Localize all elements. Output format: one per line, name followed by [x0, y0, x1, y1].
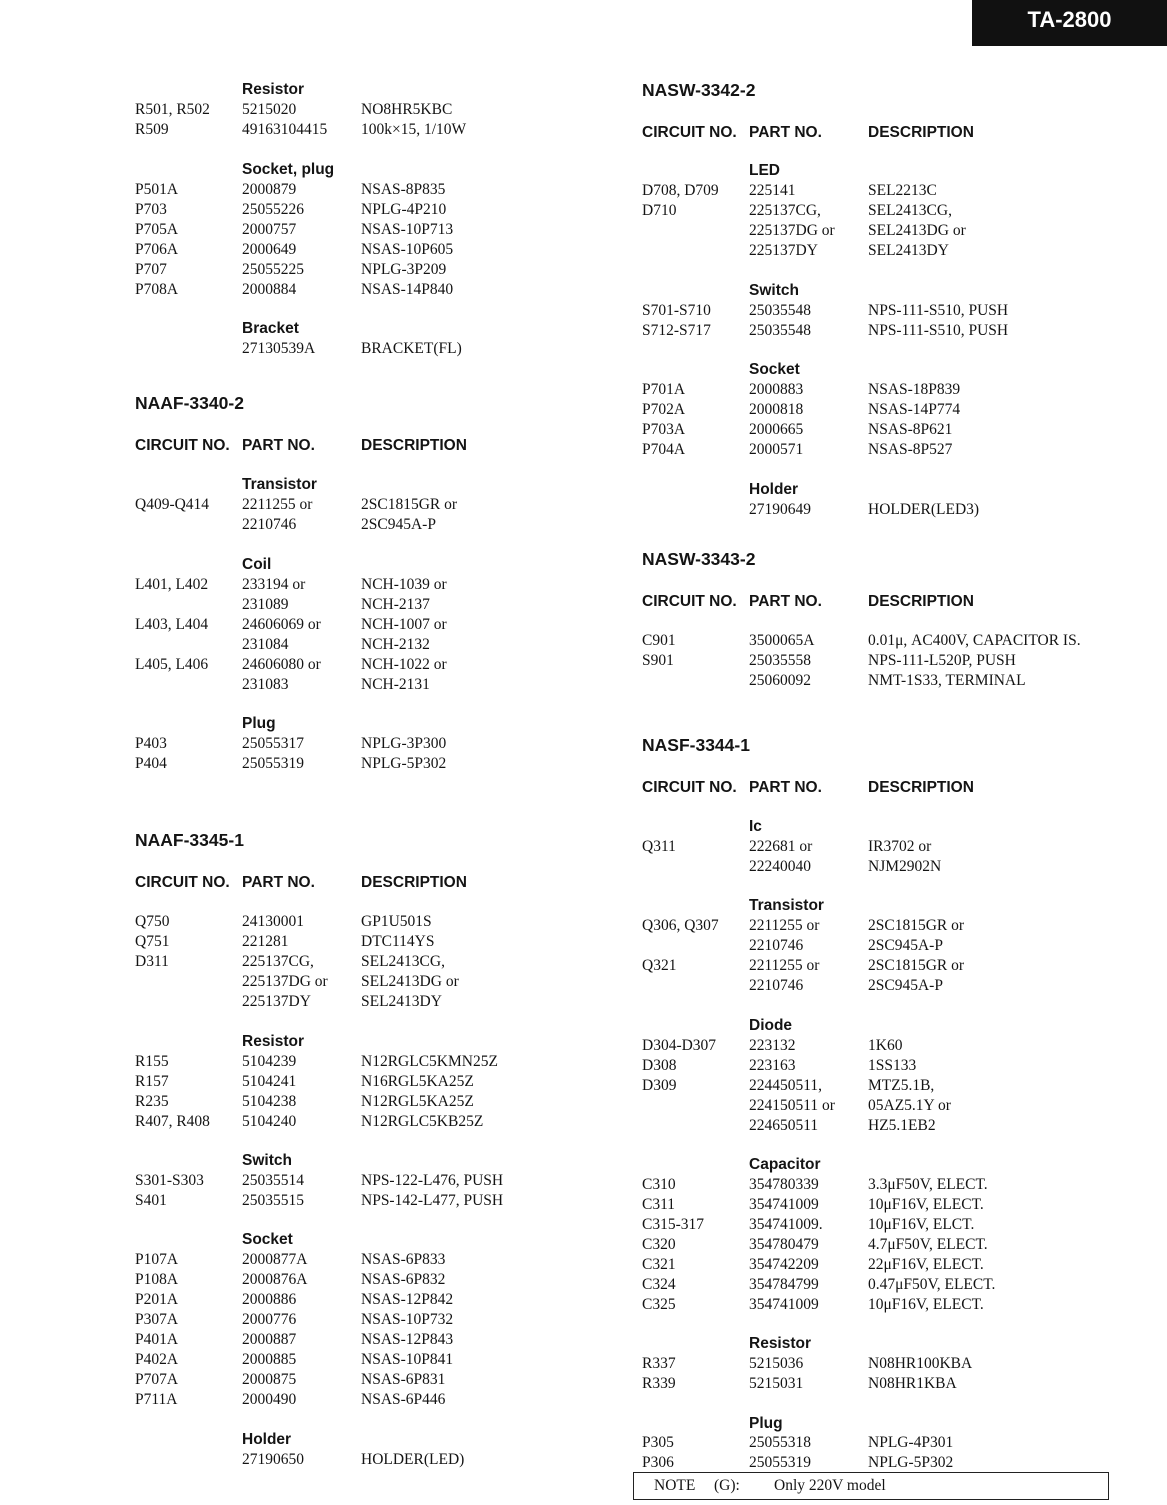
part-no: 27190649: [749, 501, 811, 518]
description: 0.01μ, AC400V, CAPACITOR IS.: [868, 632, 1081, 649]
part-no: 2000818: [749, 401, 804, 418]
description: NSAS-14P840: [361, 281, 454, 298]
col-header-description: DESCRIPTION: [868, 124, 974, 141]
circuit-no: S401: [135, 1192, 167, 1209]
circuit-no: P107A: [135, 1251, 179, 1268]
part-no: 5215036: [749, 1355, 804, 1372]
description: NPS-142-L477, PUSH: [361, 1192, 504, 1209]
col-header-circuit: CIRCUIT NO.: [642, 779, 737, 796]
group-heading: Capacitor: [749, 1156, 821, 1173]
note-label: NOTE: [654, 1477, 696, 1494]
col-header-circuit: CIRCUIT NO.: [135, 874, 230, 891]
circuit-no: R157: [135, 1073, 169, 1090]
circuit-no: P501A: [135, 181, 179, 198]
circuit-no: C325: [642, 1296, 676, 1313]
part-no: 24606069 or: [242, 616, 321, 633]
group-heading: Plug: [242, 715, 276, 732]
description: BRACKET(FL): [361, 340, 462, 357]
col-header-part: PART NO.: [749, 593, 822, 610]
description: SEL2413DY: [361, 993, 442, 1010]
part-no: 2000876A: [242, 1271, 308, 1288]
description: 10μF16V, ELECT.: [868, 1296, 984, 1313]
part-no: 2000571: [749, 441, 804, 458]
part-no: 225137DG or: [749, 222, 835, 239]
description: NSAS-10P841: [361, 1351, 454, 1368]
part-no: 2000649: [242, 241, 297, 258]
circuit-no: R155: [135, 1053, 169, 1070]
col-header-description: DESCRIPTION: [868, 593, 974, 610]
circuit-no: Q321: [642, 957, 677, 974]
part-no: 2000885: [242, 1351, 297, 1368]
circuit-no: P404: [135, 755, 167, 772]
part-no: 2000884: [242, 281, 297, 298]
part-no: 22240040: [749, 858, 811, 875]
part-no: 233194 or: [242, 576, 306, 593]
description: NSAS-6P832: [361, 1271, 446, 1288]
part-no: 27190650: [242, 1451, 304, 1468]
circuit-no: P707: [135, 261, 167, 278]
description: NSAS-8P621: [868, 421, 953, 438]
description: GP1U501S: [361, 913, 432, 930]
group-heading: Plug: [749, 1415, 783, 1432]
description: NSAS-18P839: [868, 381, 961, 398]
part-no: 354780339: [749, 1176, 819, 1193]
circuit-no: P706A: [135, 241, 179, 258]
circuit-no: P705A: [135, 221, 179, 238]
col-header-part: PART NO.: [749, 124, 822, 141]
part-no: 231089: [242, 596, 289, 613]
description: 2SC945A-P: [868, 937, 943, 954]
part-no: 5104239: [242, 1053, 297, 1070]
circuit-no: R339: [642, 1375, 676, 1392]
circuit-no: C901: [642, 632, 676, 649]
circuit-no: P703: [135, 201, 167, 218]
description: N08HR100KBA: [868, 1355, 973, 1372]
group-heading: Transistor: [242, 476, 317, 493]
part-no: 2211255 or: [242, 496, 313, 513]
description: HOLDER(LED): [361, 1451, 465, 1468]
group-heading: Socket, plug: [242, 161, 335, 178]
description: NSAS-10P732: [361, 1311, 454, 1328]
circuit-no: P108A: [135, 1271, 179, 1288]
group-heading: Resistor: [242, 81, 305, 98]
circuit-no: P704A: [642, 441, 686, 458]
circuit-no: C324: [642, 1276, 676, 1293]
part-no: 354780479: [749, 1236, 819, 1253]
part-no: 25055319: [749, 1454, 811, 1471]
col-header-circuit: CIRCUIT NO.: [642, 124, 737, 141]
circuit-no: C321: [642, 1256, 676, 1273]
part-no: 25035514: [242, 1172, 304, 1189]
col-header-circuit: CIRCUIT NO.: [642, 593, 737, 610]
circuit-no: P306: [642, 1454, 674, 1471]
description: 3.3μF50V, ELECT.: [868, 1176, 988, 1193]
part-no: 354742209: [749, 1256, 819, 1273]
section-title: NASW-3342-2: [642, 80, 756, 100]
circuit-no: P701A: [642, 381, 686, 398]
circuit-no: D708, D709: [642, 182, 719, 199]
part-no: 27130539A: [242, 340, 316, 357]
description: NCH-2131: [361, 676, 430, 693]
part-no: 25055318: [749, 1434, 811, 1451]
description: NSAS-8P835: [361, 181, 446, 198]
description: NSAS-10P605: [361, 241, 454, 258]
circuit-no: C315-317: [642, 1216, 704, 1233]
group-heading: Resistor: [242, 1033, 305, 1050]
description: SEL2413DG or: [361, 973, 459, 990]
group-heading: Diode: [749, 1017, 793, 1034]
description: NPLG-5P302: [361, 755, 447, 772]
description: NSAS-6P446: [361, 1391, 446, 1408]
description: 22μF16V, ELECT.: [868, 1256, 984, 1273]
description: NPLG-5P302: [868, 1454, 954, 1471]
description: N12RGL5KA25Z: [361, 1093, 474, 1110]
part-no: 354741009: [749, 1196, 819, 1213]
circuit-no: R501, R502: [135, 101, 210, 118]
part-no: 2000665: [749, 421, 804, 438]
description: IR3702 or: [868, 838, 932, 855]
circuit-no: P707A: [135, 1371, 179, 1388]
part-no: 25035548: [749, 302, 811, 319]
part-no: 354741009: [749, 1296, 819, 1313]
description: 2SC945A-P: [361, 516, 436, 533]
circuit-no: Q750: [135, 913, 170, 930]
circuit-no: S901: [642, 652, 674, 669]
part-no: 2000883: [749, 381, 804, 398]
description: NSAS-14P774: [868, 401, 961, 418]
part-no: 225137CG,: [242, 953, 314, 970]
circuit-no: L405, L406: [135, 656, 209, 673]
description: 05AZ5.1Y or: [868, 1097, 951, 1114]
circuit-no: P708A: [135, 281, 179, 298]
part-no: 5215020: [242, 101, 297, 118]
page-tag: TA-2800: [972, 0, 1167, 46]
description: NSAS-12P843: [361, 1331, 454, 1348]
col-header-part: PART NO.: [242, 437, 315, 454]
circuit-no: D308: [642, 1057, 677, 1074]
part-no: 3500065A: [749, 632, 815, 649]
part-no: 224150511 or: [749, 1097, 835, 1114]
col-header-circuit: CIRCUIT NO.: [135, 437, 230, 454]
circuit-no: Q306, Q307: [642, 917, 719, 934]
part-no: 224650511: [749, 1117, 819, 1134]
circuit-no: Q311: [642, 838, 676, 855]
circuit-no: Q751: [135, 933, 170, 950]
description: HZ5.1EB2: [868, 1117, 936, 1134]
description: SEL2213C: [868, 182, 937, 199]
description: 0.47μF50V, ELECT.: [868, 1276, 996, 1293]
col-header-description: DESCRIPTION: [868, 779, 974, 796]
description: 10μF16V, ELCT.: [868, 1216, 975, 1233]
col-header-description: DESCRIPTION: [361, 874, 467, 891]
circuit-no: C311: [642, 1196, 676, 1213]
description: 100k×15, 1/10W: [361, 121, 467, 138]
description: NCH-2137: [361, 596, 430, 613]
description: NPS-122-L476, PUSH: [361, 1172, 504, 1189]
circuit-no: S712-S717: [642, 322, 711, 339]
circuit-no: P711A: [135, 1391, 178, 1408]
part-no: 2000887: [242, 1331, 297, 1348]
description: NSAS-6P833: [361, 1251, 446, 1268]
section-title: NAAF-3340-2: [135, 393, 244, 413]
description: 2SC1815GR or: [361, 496, 458, 513]
description: NPS-111-S510, PUSH: [868, 302, 1009, 319]
description: NCH-2132: [361, 636, 430, 653]
part-no: 223132: [749, 1037, 796, 1054]
note-text: Only 220V model: [774, 1477, 886, 1494]
col-header-description: DESCRIPTION: [361, 437, 467, 454]
part-no: 2000879: [242, 181, 297, 198]
section-title: NAAF-3345-1: [135, 830, 244, 850]
part-no: 231084: [242, 636, 289, 653]
part-no: 25035558: [749, 652, 811, 669]
group-heading: Resistor: [749, 1335, 812, 1352]
part-no: 2210746: [749, 977, 804, 994]
description: 2SC1815GR or: [868, 957, 965, 974]
part-no: 5104240: [242, 1113, 297, 1130]
part-no: 224450511,: [749, 1077, 823, 1094]
part-no: 231083: [242, 676, 289, 693]
description: N08HR1KBA: [868, 1375, 957, 1392]
part-no: 25055225: [242, 261, 304, 278]
section-title: NASF-3344-1: [642, 735, 750, 755]
part-no: 2210746: [749, 937, 804, 954]
group-heading: Holder: [242, 1431, 292, 1448]
description: HOLDER(LED3): [868, 501, 980, 518]
circuit-no: D309: [642, 1077, 677, 1094]
circuit-no: Q409-Q414: [135, 496, 210, 513]
circuit-no: S701-S710: [642, 302, 711, 319]
description: NO8HR5KBC: [361, 101, 453, 118]
description: NCH-1039 or: [361, 576, 447, 593]
circuit-no: P702A: [642, 401, 686, 418]
description: NCH-1007 or: [361, 616, 447, 633]
description: MTZ5.1B,: [868, 1077, 935, 1094]
description: 1K60: [868, 1037, 903, 1054]
note-box: [633, 1472, 1109, 1500]
description: NPLG-3P209: [361, 261, 447, 278]
description: NJM2902N: [868, 858, 942, 875]
part-no: 2210746: [242, 516, 297, 533]
circuit-no: D304-D307: [642, 1037, 717, 1054]
description: N12RGLC5KB25Z: [361, 1113, 484, 1130]
description: NPS-111-S510, PUSH: [868, 322, 1009, 339]
part-no: 25035548: [749, 322, 811, 339]
section-title: NASW-3343-2: [642, 549, 756, 569]
description: N16RGL5KA25Z: [361, 1073, 474, 1090]
group-heading: Socket: [749, 361, 800, 378]
description: DTC114YS: [361, 933, 435, 950]
description: SEL2413CG,: [361, 953, 445, 970]
part-no: 5215031: [749, 1375, 804, 1392]
description: SEL2413DG or: [868, 222, 966, 239]
description: SEL2413CG,: [868, 202, 952, 219]
circuit-no: L401, L402: [135, 576, 209, 593]
circuit-no: P305: [642, 1434, 674, 1451]
description: NPLG-4P210: [361, 201, 447, 218]
part-no: 2000757: [242, 221, 297, 238]
part-no: 5104238: [242, 1093, 297, 1110]
group-heading: Holder: [749, 481, 799, 498]
description: NSAS-6P831: [361, 1371, 446, 1388]
part-no: 225137DY: [749, 242, 818, 259]
note-code: (G):: [714, 1477, 740, 1494]
part-no: 25055226: [242, 201, 304, 218]
part-no: 25035515: [242, 1192, 304, 1209]
part-no: 225137CG,: [749, 202, 821, 219]
group-heading: Switch: [749, 282, 799, 299]
part-no: 225137DY: [242, 993, 311, 1010]
description: NPLG-4P301: [868, 1434, 954, 1451]
circuit-no: D710: [642, 202, 677, 219]
description: 2SC1815GR or: [868, 917, 965, 934]
part-no: 225141: [749, 182, 796, 199]
circuit-no: L403, L404: [135, 616, 209, 633]
circuit-no: P401A: [135, 1331, 179, 1348]
circuit-no: P402A: [135, 1351, 179, 1368]
description: N12RGLC5KMN25Z: [361, 1053, 498, 1070]
group-heading: Socket: [242, 1231, 293, 1248]
group-heading: Coil: [242, 556, 272, 573]
part-no: 2000776: [242, 1311, 297, 1328]
description: NCH-1022 or: [361, 656, 447, 673]
description: 10μF16V, ELECT.: [868, 1196, 984, 1213]
part-no: 2211255 or: [749, 917, 820, 934]
part-no: 222681 or: [749, 838, 813, 855]
description: 2SC945A-P: [868, 977, 943, 994]
group-heading: Transistor: [749, 897, 824, 914]
part-no: 25055317: [242, 735, 304, 752]
group-heading: Ic: [749, 818, 762, 835]
part-no: 2000490: [242, 1391, 297, 1408]
circuit-no: R407, R408: [135, 1113, 210, 1130]
description: 1SS133: [868, 1057, 917, 1074]
part-no: 221281: [242, 933, 289, 950]
group-heading: Bracket: [242, 320, 299, 337]
part-no: 25060092: [749, 672, 811, 689]
part-no: 2000875: [242, 1371, 297, 1388]
circuit-no: C310: [642, 1176, 676, 1193]
description: NPLG-3P300: [361, 735, 447, 752]
circuit-no: P703A: [642, 421, 686, 438]
circuit-no: P307A: [135, 1311, 179, 1328]
col-header-part: PART NO.: [749, 779, 822, 796]
description: NSAS-12P842: [361, 1291, 454, 1308]
circuit-no: D311: [135, 953, 169, 970]
part-no: 2000886: [242, 1291, 297, 1308]
description: 4.7μF50V, ELECT.: [868, 1236, 988, 1253]
part-no: 24606080 or: [242, 656, 321, 673]
part-no: 24130001: [242, 913, 304, 930]
circuit-no: R509: [135, 121, 169, 138]
part-no: 25055319: [242, 755, 304, 772]
part-no: 354784799: [749, 1276, 819, 1293]
circuit-no: R337: [642, 1355, 676, 1372]
circuit-no: R235: [135, 1093, 169, 1110]
description: NSAS-10P713: [361, 221, 454, 238]
col-header-part: PART NO.: [242, 874, 315, 891]
part-no: 223163: [749, 1057, 796, 1074]
group-heading: Switch: [242, 1152, 292, 1169]
circuit-no: S301-S303: [135, 1172, 204, 1189]
description: NMT-1S33, TERMINAL: [868, 672, 1026, 689]
circuit-no: P403: [135, 735, 167, 752]
description: SEL2413DY: [868, 242, 949, 259]
part-no: 354741009.: [749, 1216, 823, 1233]
part-no: 2211255 or: [749, 957, 820, 974]
part-no: 5104241: [242, 1073, 297, 1090]
description: NPS-111-L520P, PUSH: [868, 652, 1016, 669]
group-heading: LED: [749, 162, 780, 179]
circuit-no: C320: [642, 1236, 676, 1253]
part-no: 225137DG or: [242, 973, 328, 990]
circuit-no: P201A: [135, 1291, 179, 1308]
part-no: 49163104415: [242, 121, 328, 138]
description: NSAS-8P527: [868, 441, 953, 458]
part-no: 2000877A: [242, 1251, 308, 1268]
